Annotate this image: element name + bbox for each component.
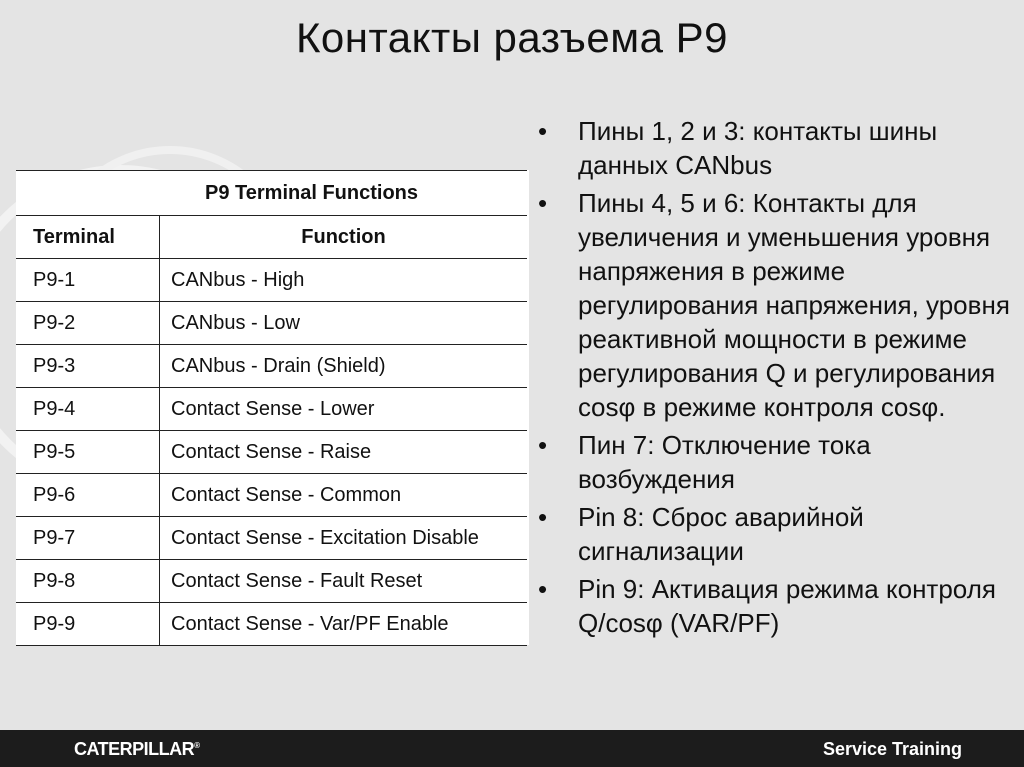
function-cell: Contact Sense - Common [160, 474, 528, 517]
table-row [16, 560, 527, 603]
column-header-function: Function [160, 216, 528, 259]
function-cell: Contact Sense - Excitation Disable [160, 517, 528, 560]
terminal-cell: P9-4 [16, 388, 160, 431]
bullet-item [534, 572, 1019, 640]
terminal-cell: P9-7 [16, 517, 160, 560]
table-row [16, 259, 527, 302]
terminal-cell: P9-3 [16, 345, 160, 388]
bullet-text: Пины 1, 2 и 3: контакты шины данных CANbus [578, 116, 938, 180]
function-cell: CANbus - High [160, 259, 528, 302]
table-row [16, 431, 527, 474]
bullet-text: Pin 9: Активация режима контроля Q/cosφ (VAR/PF) [578, 574, 996, 638]
table-row [16, 345, 527, 388]
registered-mark: ® [194, 741, 200, 750]
terminal-cell: P9-5 [16, 431, 160, 474]
bullet-marker: • [538, 502, 548, 532]
bullet-marker: • [538, 116, 548, 146]
bullet-item [534, 186, 1019, 424]
column-header-terminal: Terminal [16, 216, 160, 259]
function-cell: CANbus - Drain (Shield) [160, 345, 528, 388]
function-cell: CANbus - Low [160, 302, 528, 345]
slide-title: Контакты разъема P9 [295, 14, 729, 61]
terminal-cell: P9-9 [16, 603, 160, 646]
bullet-item [534, 500, 1019, 568]
function-cell: Contact Sense - Raise [160, 431, 528, 474]
terminal-cell: P9-8 [16, 560, 160, 603]
service-training-label: Service Training [822, 739, 962, 759]
function-cell: Contact Sense - Fault Reset [160, 560, 528, 603]
table-title: P9 Terminal Functions [16, 171, 527, 216]
terminal-table-container [16, 170, 529, 645]
table-row [16, 302, 527, 345]
table-title-row [16, 171, 527, 216]
caterpillar-logo [74, 739, 200, 760]
bullet-marker: • [538, 574, 548, 604]
bullet-text: Пин 7: Отключение тока возбуждения [578, 430, 871, 494]
bullet-list [534, 114, 1019, 644]
bullet-item [534, 428, 1019, 496]
table-row [16, 603, 527, 646]
table-row [16, 517, 527, 560]
terminal-cell: P9-2 [16, 302, 160, 345]
function-cell: Contact Sense - Lower [160, 388, 528, 431]
bullet-marker: • [538, 430, 548, 460]
bullet-item [534, 114, 1019, 182]
bullet-text: Pin 8: Сброс аварийной сигнализации [578, 502, 864, 566]
function-cell: Contact Sense - Var/PF Enable [160, 603, 528, 646]
terminal-functions-table [16, 170, 527, 646]
terminal-cell: P9-6 [16, 474, 160, 517]
terminal-cell: P9-1 [16, 259, 160, 302]
table-row [16, 474, 527, 517]
bullet-text: Пины 4, 5 и 6: Контакты для увеличения и уменьшения уровня напряжения в режиме регулирования напряжения, уровня реактивной мощности в режиме регулирования Q и регулирования cosφ в режиме контроля cosφ. [578, 188, 1010, 422]
table-header-row [16, 216, 527, 259]
bullet-marker: • [538, 188, 548, 218]
footer-bar [0, 730, 1024, 767]
logo-text: CATERPILLAR [74, 739, 195, 759]
table-row [16, 388, 527, 431]
